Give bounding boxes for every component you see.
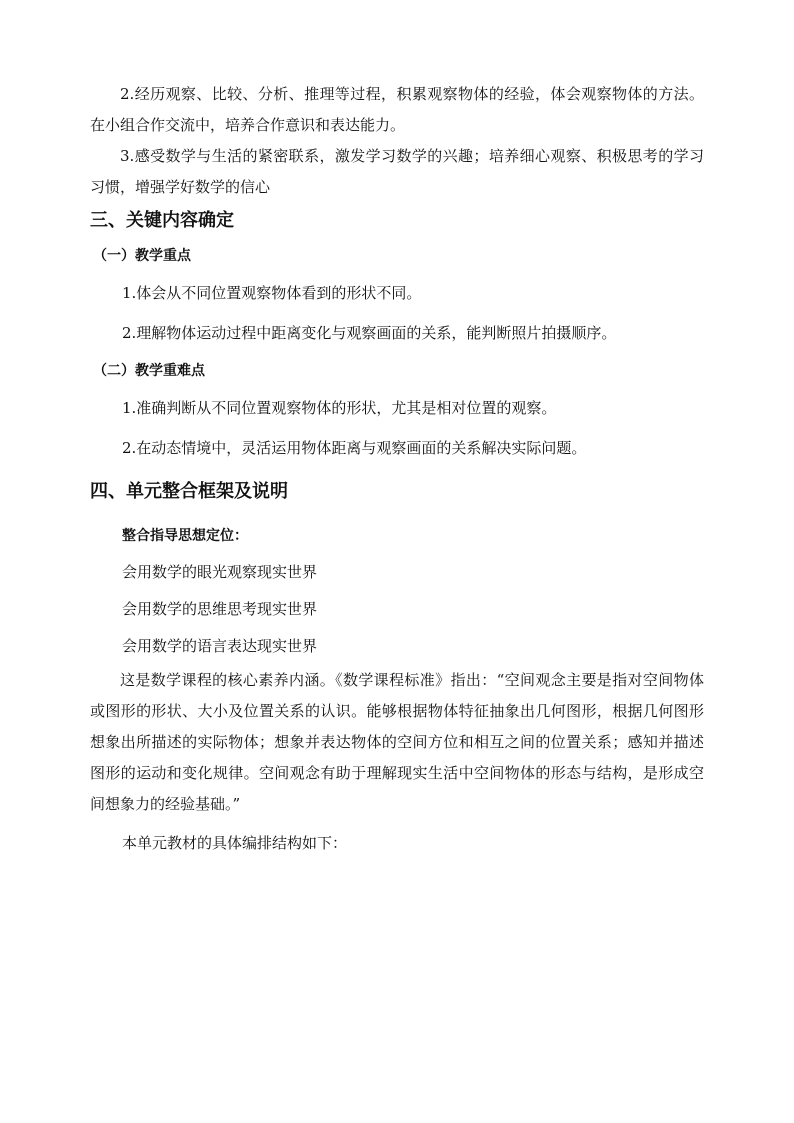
- subheading-teaching-difficulty: （二）教学重难点: [93, 363, 205, 379]
- closing-line: 本单元教材的具体编排结构如下：: [122, 834, 348, 852]
- guide-line-2: 会用数学的思维思考现实世界: [122, 600, 318, 618]
- objective-paragraph-2: 2.经历观察、比较、分析、推理等过程，积累观察物体的经验，体会观察物体的方法。在小组合作交流中，培养合作意识和表达能力。: [90, 85, 704, 134]
- curriculum-standard-quote: 这是数学课程的核心素养内涵。《数学课程标准》指出：“空间观念主要是指对空间物体或图形的形状、大小及位置关系的认识。能够根据物体特征抽象出几何图形，根据几何图形想象出所描述的实际物体；想象并表达物体的空间方位和相互之间的位置关系；感知并描述图形的运动和变化规律。空间观念有助于理解现实生活中空间物体的形态与结构，是形成空间想象力的经验基础。”: [90, 671, 704, 813]
- guide-title: 整合指导思想定位：: [122, 528, 248, 544]
- guide-line-1: 会用数学的眼光观察现实世界: [122, 563, 318, 581]
- section-heading-key-content: 三、关键内容确定: [90, 210, 234, 231]
- difficulty-item-1: 1.准确判断从不同位置观察物体的形状，尤其是相对位置的观察。: [122, 399, 557, 417]
- difficulty-item-2: 2.在动态情境中，灵活运用物体距离与观察画面的关系解决实际问题。: [122, 439, 587, 457]
- section-heading-unit-framework: 四、单元整合框架及说明: [90, 481, 288, 502]
- objective-paragraph-3: 3.感受数学与生活的紧密联系，激发学习数学的兴趣；培养细心观察、积极思考的学习习惯，增强学好数学的信心: [90, 147, 704, 196]
- subheading-teaching-focus: （一）教学重点: [93, 248, 191, 264]
- focus-item-2: 2.理解物体运动过程中距离变化与观察画面的关系，能判断照片拍摄顺序。: [122, 324, 617, 342]
- focus-item-1: 1.体会从不同位置观察物体看到的形状不同。: [122, 284, 422, 302]
- guide-line-3: 会用数学的语言表达现实世界: [122, 637, 318, 655]
